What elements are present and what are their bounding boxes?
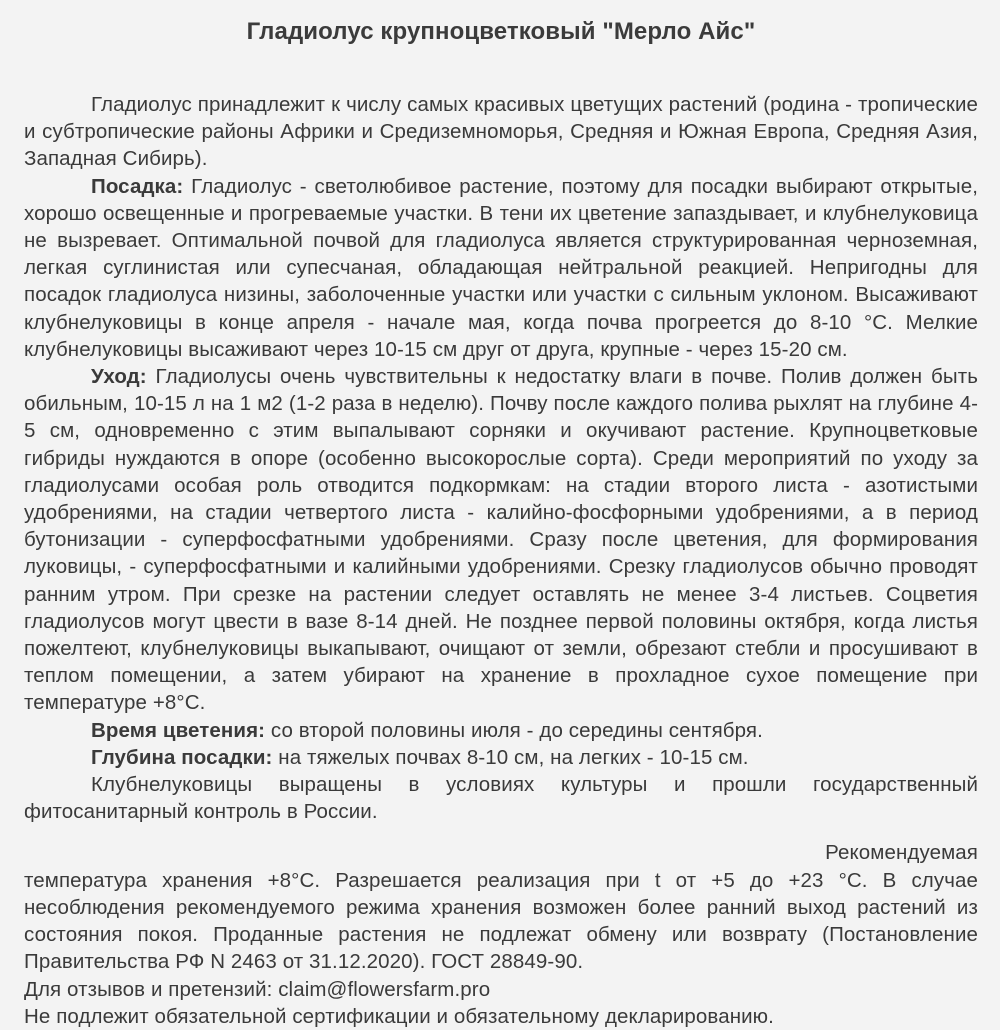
bloom-text: со второй половины июля - до середины сентября. bbox=[265, 718, 763, 742]
care-paragraph bbox=[24, 363, 978, 717]
bloom-label: Время цветения: bbox=[91, 718, 266, 742]
phyto-paragraph: Клубнелуковицы выращены в условиях культуры и прошли государственный фитосанитарный контроль в России. bbox=[24, 773, 978, 824]
planting-text: Гладиолус - светолюбивое растение, поэтому для посадки выбирают открытые, хорошо освещенные и прогреваемые участки. В тени их цветение запаздывает, и клубнелуковица не вызревает. Оптимальной почвой для гладиолуса является структурированная черноземная, легкая суглинистая или супесчаная, обладающая нейтральной реакцией. Непригодны для посадок гладиолуса низины, заболоченные участки или участки с сильным уклоном. Высаживают клубнелуковицы в конце апреля - начале мая, когда почва прогреется до 8-10 °С. Мелкие клубнелуковицы высаживают через 10-15 см друг от друга, крупные - через 15-20 см. bbox=[24, 174, 978, 361]
depth-label: Глубина посадки: bbox=[91, 745, 273, 769]
planting-label: Посадка: bbox=[91, 174, 184, 198]
bloom-paragraph bbox=[24, 717, 978, 744]
storage-paragraph: температура хранения +8°С. Разрешается реализация при t от +5 до +23 °С. В случае несоблюдения рекомендуемого режима хранения возможен более ранний выход растений из состояния покоя. Проданные растения не подлежат обмену или возврату (Постановление Правительства РФ N 2463 от 31.12.2020). ГОСТ 28849-90. bbox=[24, 868, 978, 974]
storage-heading-word: Рекомендуемая bbox=[825, 841, 978, 865]
intro-paragraph: Гладиолус принадлежит к числу самых красивых цветущих растений (родина - тропические и субтропические районы Африки и Средиземноморья, Средняя и Южная Европа, Средняя Азия, Западная Сибирь). bbox=[24, 93, 978, 171]
care-text: Гладиолусы очень чувствительны к недостатку влаги в почве. Полив должен быть обильным, 10-15 л на 1 м2 (1-2 раза в неделю). Почву после каждого полива рыхлят на глубине 4-5 см, одновременно с этим выпалывают сорняки и окучивают растение. Крупноцветковые гибриды нуждаются в опоре (особенно высокорослые сорта). Среди мероприятий по уходу за гладиолусами особая роль отводится подкормкам: на стадии второго листа - азотистыми удобрениями, на стадии четвертого листа - калийно-фосфорными удобрениями, а в период бутонизации - суперфосфатными удобрениями. Сразу после цветения, для формирования луковицы, - суперфосфатными и калийными удобрениями. Срезку гладиолусов обычно проводят ранним утром. При срезке на растении следует оставлять не менее 3-4 листьев. Соцветия гладиолусов могут цвести в вазе 8-14 дней. Не позднее первой половины октября, когда листья пожелтеют, клубнелуковицы выкапывают, очищают от земли, обрезают стебли и просушивают в теплом помещении, а затем убирают на хранение в прохладное сухое помещение при температуре +8°С. bbox=[24, 365, 978, 715]
feedback-line: Для отзывов и претензий: claim@flowersfarm.pro bbox=[24, 977, 491, 1001]
depth-text: на тяжелых почвах 8-10 см, на легких - 10-15 см. bbox=[272, 745, 749, 769]
depth-paragraph bbox=[24, 744, 978, 771]
certification-line: Не подлежит обязательной сертификации и обязательному декларированию. bbox=[24, 1004, 774, 1028]
care-label: Уход: bbox=[91, 365, 147, 389]
page-title: Гладиолус крупноцветковый "Мерло Айс" bbox=[246, 18, 756, 45]
planting-paragraph bbox=[24, 173, 978, 363]
